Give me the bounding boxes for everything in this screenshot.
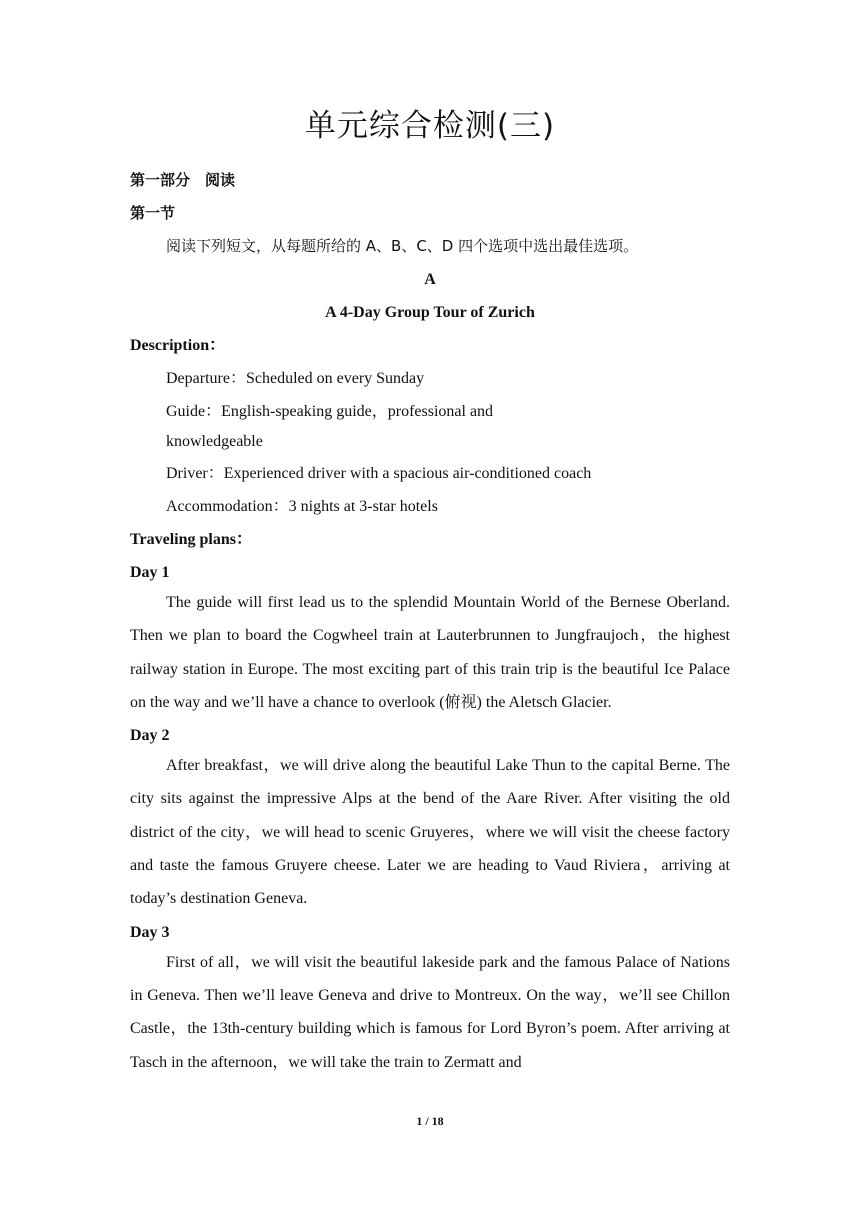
day-heading: Day 2 xyxy=(130,727,170,745)
day-paragraph: After breakfast，we will drive along the beautiful Lake Thun to the capital Berne. The city sits against the impressive Alps at the bend of the Aare River. After visiting the old district of the city，we will head to scenic Gruyeres，where we will visit the cheese factory and taste the famous Gruyere cheese. Later we are heading to Vaud Riviera，arriving at today’s destination Geneva. xyxy=(130,757,731,908)
instruction-text: 阅读下列短文，从每题所给的 A、B、C、D 四个选项中选出最佳选项。 xyxy=(166,237,639,255)
document-body xyxy=(130,164,730,1079)
part-heading: 第一部分 阅读 xyxy=(130,171,236,189)
document-title: 单元综合检测(三) xyxy=(304,108,556,144)
plans-heading: Traveling plans： xyxy=(130,531,252,548)
day-paragraph: First of all，we will visit the beautiful lakeside park and the famous Palace of Nations in Geneva. Then we’ll leave Geneva and drive to Montreux. On the way，we’ll see Chillon Castle，the 13th-century building which is famous for Lord Byron’s poem. After arriving at Tasch in the afternoon，we will take the train to Zermatt and xyxy=(130,953,730,1071)
description-item: Driver：Experienced driver with a spacious air-conditioned coach xyxy=(166,465,592,482)
page-number: 1 / 18 xyxy=(416,1114,444,1128)
passage-letter: A xyxy=(424,271,436,288)
description-item: Departure：Scheduled on every Sunday xyxy=(166,370,425,387)
description-item: Accommodation：3 nights at 3-star hotels xyxy=(166,498,438,515)
description-item: Guide：English-speaking guide，professional and xyxy=(166,403,494,420)
description-heading: Description： xyxy=(130,337,226,354)
description-item: knowledgeable xyxy=(166,433,263,450)
day-heading: Day 1 xyxy=(130,564,170,581)
day-paragraph: The guide will first lead us to the splendid Mountain World of the Bernese Oberland. Then we plan to board the Cogwheel train at Lauterbrunnen to Jungfraujoch，the highest railway station in Europe. The most exciting part of this train trip is the beautiful Ice Palace on the way and we’ll have a chance to overlook (俯视) the Aletsch Glacier. xyxy=(130,594,730,711)
section-heading: 第一节 xyxy=(130,204,176,222)
passage-title: A 4-Day Group Tour of Zurich xyxy=(325,304,535,321)
day-heading: Day 3 xyxy=(130,923,170,941)
